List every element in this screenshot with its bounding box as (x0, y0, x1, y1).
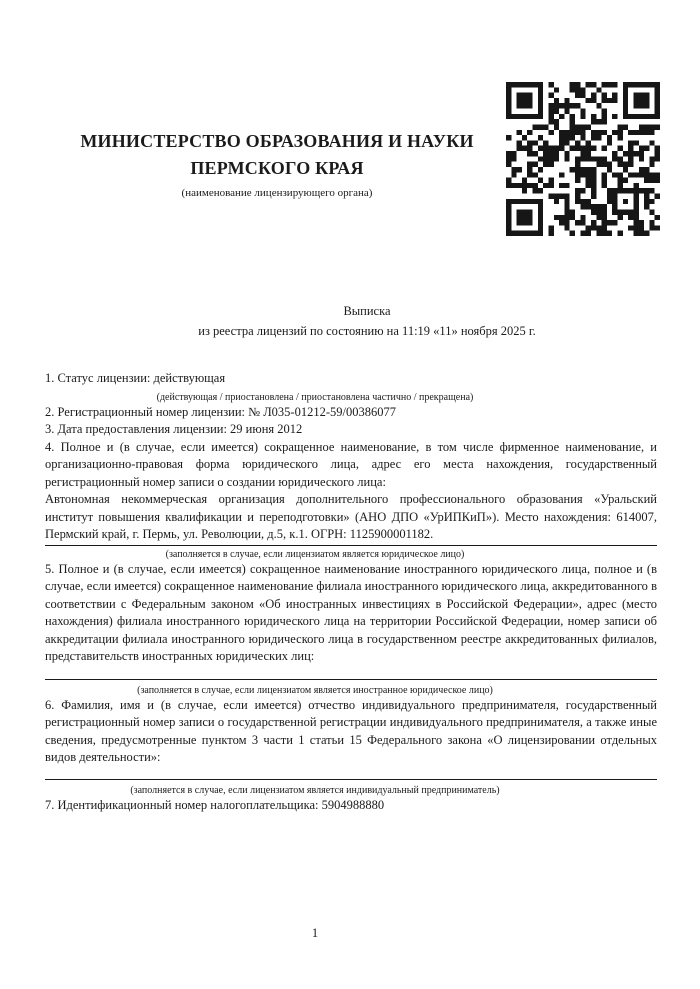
document-title-line2: из реестра лицензий по состоянию на 11:19 «11» ноября 2025 г. (198, 323, 536, 338)
licensing-authority-caption: (наименование лицензирующего органа) (181, 187, 373, 199)
legal-entity-fill-line (45, 545, 657, 546)
licensing-authority-name-line1: МИНИСТЕРСТВО ОБРАЗОВАНИЯ И НАУКИ (80, 131, 474, 151)
grant-date-line: 3. Дата предоставления лицензии: 29 июня 2012 (45, 422, 303, 436)
document-body (45, 370, 657, 814)
inn-line: 7. Идентификационный номер налогоплательщика: 5904988880 (45, 797, 385, 812)
foreign-entity-fill-line (45, 679, 657, 680)
licensing-authority-name-line2: ПЕРМСКОГО КРАЯ (190, 158, 364, 178)
legal-entity-caption: (заполняется в случае, если лицензиатом является юридическое лицо) (165, 548, 465, 560)
entrepreneur-fill-line (45, 779, 657, 780)
foreign-entity-caption: (заполняется в случае, если лицензиатом является иностранное юридическое лицо) (137, 684, 493, 696)
legal-entity-value: Автономная некоммерческая организация дополнительного профессионального образования «Уральский институт повышения квалификации и переподготовки» (АНО ДПО «УрИПКиП»). Место нахождения: 614007, Пермский край, г. Пермь, ул. Революции, д.5, к.1. ОГРН: 1125900001182. (45, 492, 657, 541)
registration-number-line: 2. Регистрационный номер лицензии: № Л035-01212-59/00386077 (45, 404, 396, 419)
document-title (0, 302, 700, 341)
page-number: 1 (311, 926, 319, 940)
legal-entity-label: 4. Полное и (в случае, если имеется) сокращенное наименование, в том числе фирменное наименование, и организационно-правовая форма юридического лица, адрес его места нахождения, государственный регистрационный номер записи о создании юридического лица: (45, 439, 657, 489)
entrepreneur-caption: (заполняется в случае, если лицензиатом является индивидуальный предприниматель) (130, 784, 500, 796)
qr-code (506, 82, 660, 236)
status-options-caption: (действующая / приостановлена / приостановлена частично / прекращена) (156, 391, 474, 403)
letterhead (42, 128, 512, 200)
document-title-line1: Выписка (343, 304, 391, 318)
foreign-entity-label: 5. Полное и (в случае, если имеется) сокращенное наименование иностранного юридического лица, полное и (в случае, если имеется) сокращенное наименование филиала иностранного юридического лица, аккредитованного в соответствии с Федеральным законом «Об иностранных инвестициях в Российской Федерации», адрес (место нахождения) филиала иностранного юридического лица на территории Российской Федерации, номер записи об аккредитации филиала иностранного юридического лица в государственном реестре аккредитованных филиалов, представительств иностранных юридических лиц: (45, 561, 657, 663)
license-status-line: 1. Статус лицензии: действующая (45, 371, 226, 385)
entrepreneur-label: 6. Фамилия, имя и (в случае, если имеется) отчество индивидуального предпринимателя, государственный регистрационный номер записи о государственной регистрации индивидуального предпринимателя, а также иные сведения, предусмотренные пунктом 3 части 1 статьи 15 Федерального закона «О лицензировании отдельных видов деятельности»: (45, 697, 657, 764)
